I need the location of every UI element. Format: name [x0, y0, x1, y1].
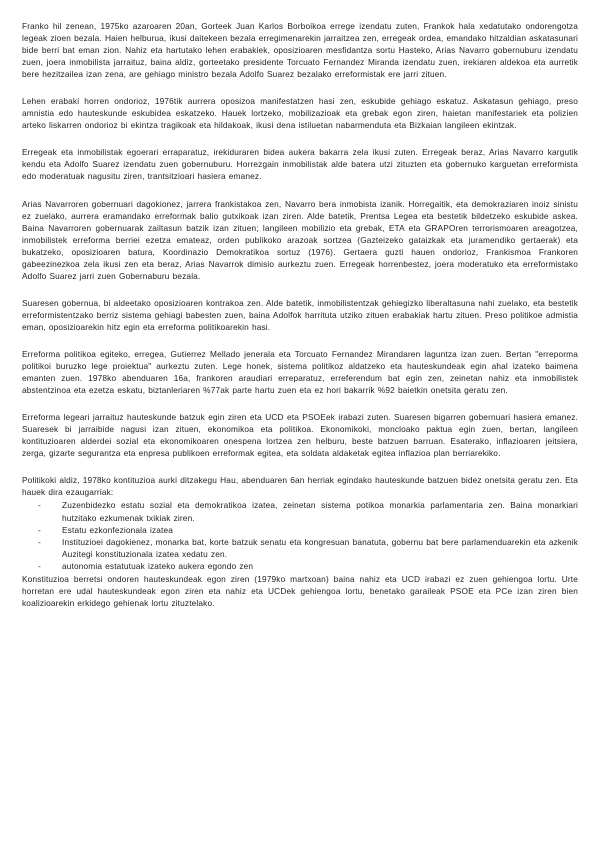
list-item — [22, 560, 578, 572]
paragraph-reform-path: Erregeak eta inmobilistak egoerari erraparatuz, irekiduraren bidea aukera bakarra zela ikusi zuten. Erregeak beraz, Arias Navarro kargutik kendu eta Adolfo Suarez izendatu zuen gobernuburu. Horrezgain inmobilistak alde batera utzi zituzten eta gobernuko karguetan erreformista edo moderatuak nagusitu ziren, trantsitzioari hasiera emanez. — [22, 147, 578, 182]
paragraph-closing: Konstituzioa berretsi ondoren hauteskundeak egon ziren (1979ko martxoan) baina nahiz eta UCD irabazi ez zuen gehiengoa lortu. Urte horretan ere udal hauteskundeak egon ziren eta nahiz eta UCDek gehiengoa lortu, benetako garaileak PSOE eta PCe izan ziren bien koalizioarekin erkidego gehienak lortu zituztelako. — [22, 573, 578, 608]
list-item — [22, 536, 578, 560]
bullet-dash: - — [38, 500, 41, 511]
constitution-features-list — [22, 499, 578, 571]
paragraph-opposition-protests: Lehen erabaki horren ondorioz, 1976tik aurrera oposizoa manifestatzen hasi zen, eskubide gehiago eskatuz. Askatasun gehiago, preso amnistia edo hauteskunde eskubidea eskatzeko. Hauek lortzeko, mobilizazioak eta grebak egon ziren, haietan manifestariek eta polizien arteko liskarren ondorioz bi ekintza tragikoak eta hildakoak, ikusi dena istiluetan nabarmenduta eta Bizkaian langileen ekintzak. — [22, 96, 578, 131]
list-item-text: Zuzenbidezko estatu sozial eta demokratikoa izatea, zeinetan sistema potikoa monarkia parlamentaria zen. Baina monarkiari hutzitako ezkumenak txikiak ziren. — [62, 500, 578, 523]
list-item-text: autonomia estatutuak izateko aukera egondo zen — [62, 560, 254, 571]
paragraph-franko-death: Franko hil zenean, 1975ko azaroaren 20an, Gorteek Juan Karlos Borboikoa errege izendatu zuten, Frankok hala xedatutako ondorengotza legeak zioen bezala. Haien helburua, ikusi daitekeen bezala erregimenarekin jarraitzea zen, erregeak ordea, emandako hitzaldian askatasunari bide berri bat eman zion. Nahiz eta hartutako lehen erabakiek, oposizioaren mesfidantza sortu Hasteko, Arias Navarro gobernuburu izendatu zuen, joera inmobilista jarraituz, baina aldiz, gorteetako presidente Torcuato Fernandez Miranda izendatu zuen, irekiaren aldekoa eta aurretik bere hezitzailea izan zena, are gehiago ministro bezala Adolfo Suarez bezalako erreformistak ere jarri zituen. — [22, 21, 578, 80]
bullet-dash: - — [38, 536, 41, 547]
paragraph-constitution-intro: Politikoki aldiz, 1978ko kontituzioa aurki ditzakegu Hau, abenduaren 6an herriak egindako hauteskunde batzuen bidez onetsita geratu zen. Eta hauek dira ezaugarriak: — [22, 475, 578, 498]
bullet-dash: - — [38, 560, 41, 571]
paragraph-arias-navarro-government: Arias Navarroren gobernuari dagokionez, jarrera frankistakoa zen, Navarro bera inmobista izanik. Horregaitik, eta demokraziaren inoiz sinistu ez zuelako, aurrera eramandako erreformak balio gutxikoak izan ziren. Alde batetik, Prentsa Legea eta bestetik bildetzeko eskubide askea. Baina Navarroren gobernuarak zailtasun batzik izan zituen; langileen mobilizio eta grebak, ETA eta GRAPOren terrorismoaren areagotzea, inmobilistek erreforma berriei ezetza emateaz, orden publikoko arazoak sortzea (Gazteizeko gataizkak eta juramendiko gertaerak) eta bukatzeko, oposizioaren batura, Koordinazio Demokratikoa sortuz (1976). Gertaera guzti hauen ondorioz, Frankismoa Frankoren gabeezinezkoa zela ikusi zen eta beraz, Arias Navarrok dimisio aurkeztu zuen. Erregeak horrenbestez, joera moderatuko eta erreformistako Adolfo Suarez jarri zuen Gobernaburu bezala. — [22, 198, 578, 281]
paragraph-suarez-government: Suaresen gobernua, bi aldeetako oposizioaren kontrakoa zen. Alde batetik, inmobilistentzak gehiegizko liberaltasuna nahi zuelako, eta bestetik erreformistentzako berriz sistema gehiagi babesten zuen, baina Adolfok harrituta utziko zituen erabakiak hartu zituen. Preso politikoe admistia eman, oposizioarekin hitz egin eta erreforma politikoarekin hasi. — [22, 297, 578, 332]
paragraph-political-reform: Erreforma politikoa egiteko, erregea, Gutierrez Mellado jenerala eta Torcuato Fernandez Mirandaren laguntza izan zuen. Bertan "erreporma politikoi buruzko lege proiektua" aurkeztu zuten. Lege honek, sistema politikoz aldatzeko eta hauteskundeak egin ahal izateko baimena emanten zuen. 1978ko abenduaren 16a, frankoren araudiari erreparatuz, erreferendum bat egin zen, zeinetan nahiz eta inmobilistek abstentzinoa eta ezetza eskatu, biztanleriaren %77ak parte hartu zuen eta ez hori bakarrik %92 baietkin onetsita geratu zen. — [22, 348, 578, 396]
document-page — [22, 20, 578, 609]
list-item — [22, 524, 578, 536]
paragraph-elections: Erreforma legeari jarraituz hauteskunde batzuk egin ziren eta UCD eta PSOEek irabazi zuten. Suaresen bigarren gobernuari hasiera emanez. Suaresek bi jarraibide nagusi izan zituen, ekonomikoa eta politikoa. Ekonomikoki, moncloako paktua egin zuen, bertan, langileen kontituzioaren alderdei sozial eta ekonomikoaren onespena lortzea zen helburu, beste batzuen barruan. Esaterako, inflazioaren jeitsiera, zerga, gizarte segurantza eta enpresa publikoen erreformak egitea, eta soldata aldaketak egitea inflazioa plan berriarekiko. — [22, 412, 578, 459]
list-item-text: Instituzioei dagokienez, monarka bat, korte batzuk senatu eta kongresuan banatuta, gobernu bat bere parlamenduarekin eta azkenik Auzitegi konstituzionala izatea xedatu zen. — [62, 536, 578, 559]
list-item-text: Estatu ezkonfezionala izatea — [62, 524, 174, 535]
list-item — [22, 499, 578, 523]
bullet-dash: - — [38, 524, 41, 535]
